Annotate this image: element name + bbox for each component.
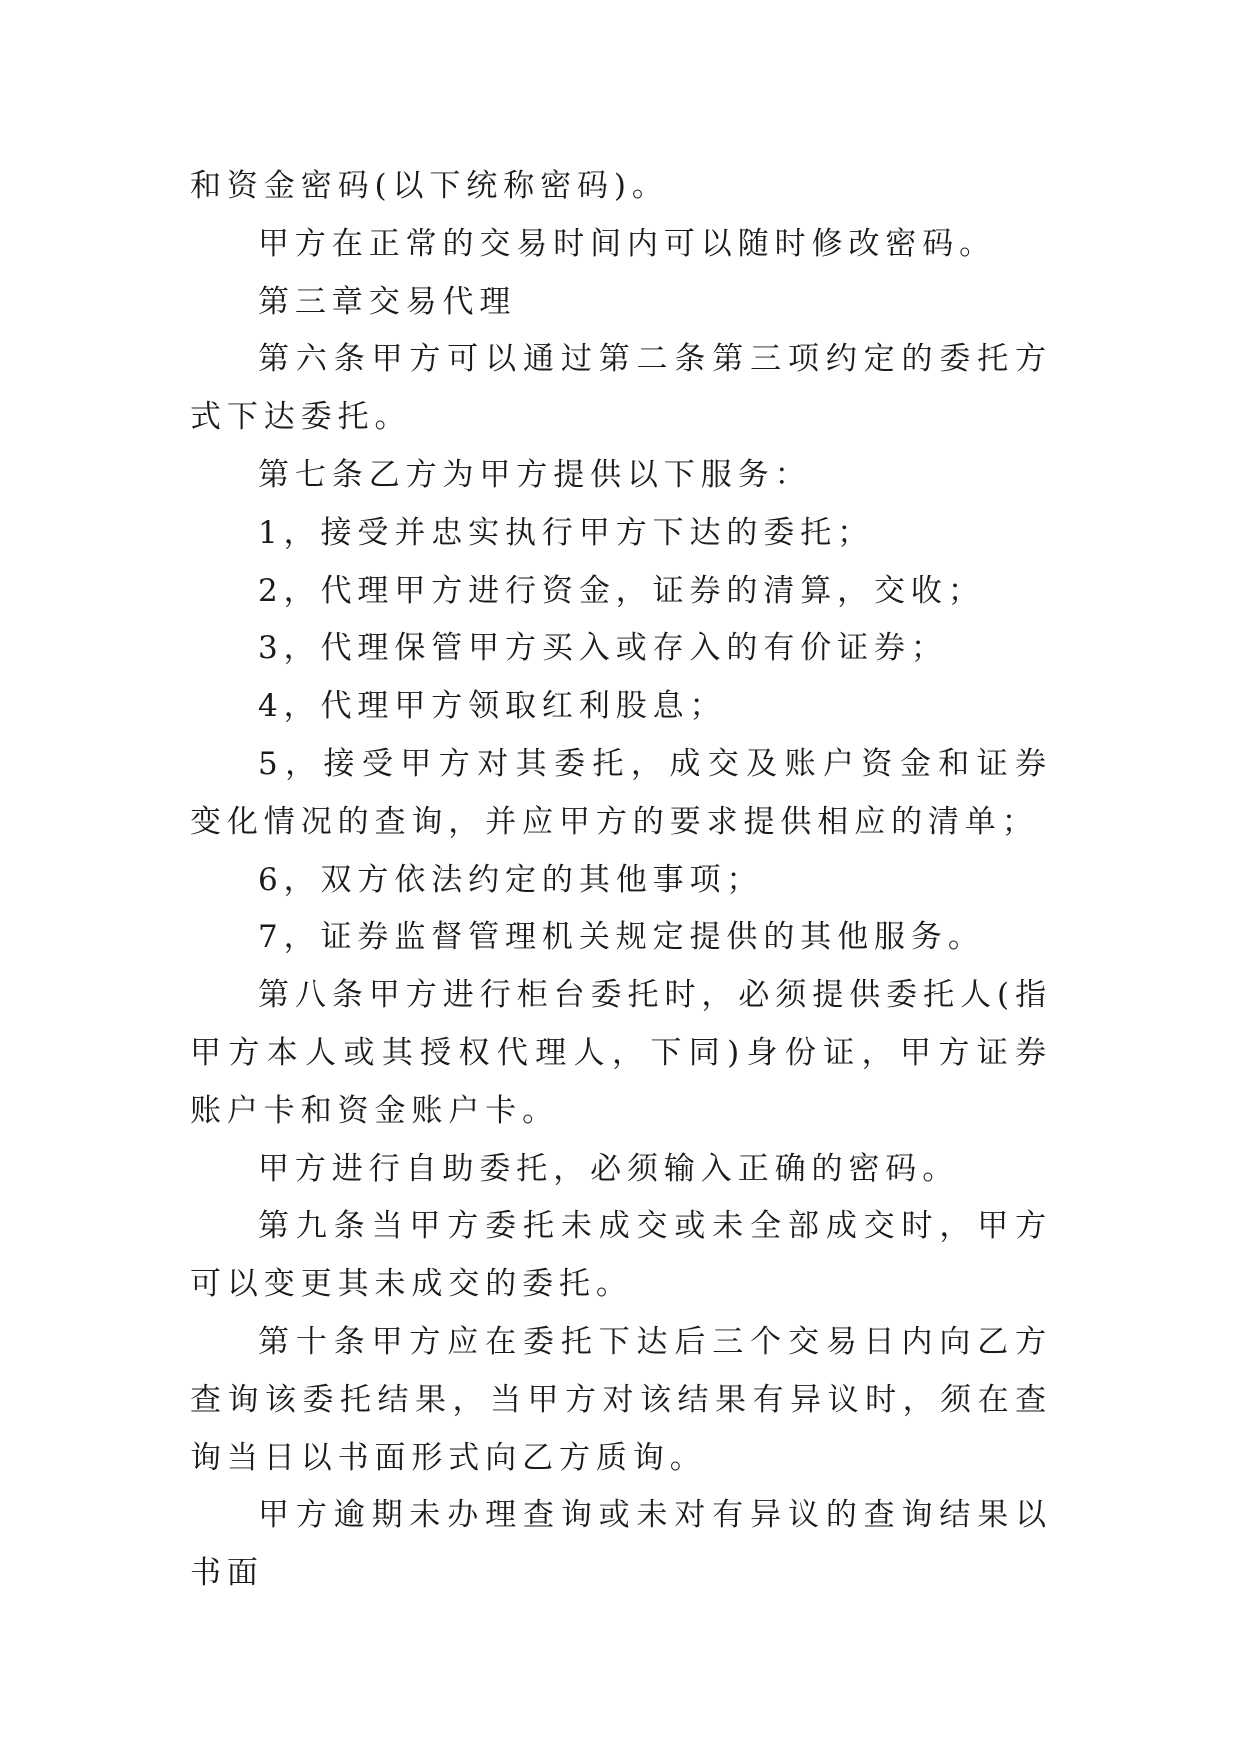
paragraph-overdue-inquiry: 甲方逾期未办理查询或未对有异议的查询结果以书面 xyxy=(190,1497,1052,1592)
paragraph-article-7: 第七条乙方为甲方提供以下服务： xyxy=(258,456,812,493)
list-item-service-6: 6，双方依法约定的其他事项； xyxy=(258,861,764,898)
list-item-service-3: 3，代理保管甲方买入或存入的有价证券； xyxy=(258,630,948,667)
list-item-service-4: 4，代理甲方领取红利股息； xyxy=(258,688,727,725)
paragraph-modify-password: 甲方在正常的交易时间内可以随时修改密码。 xyxy=(258,225,996,262)
paragraph-article-6: 第六条甲方可以通过第二条第三项约定的委托方式下达委托。 xyxy=(190,341,1052,436)
list-item-service-5: 5，接受甲方对其委托，成交及账户资金和证券变化情况的查询，并应甲方的要求提供相应的清单； xyxy=(190,745,1052,840)
list-item-service-1: 1，接受并忠实执行甲方下达的委托； xyxy=(258,514,875,551)
paragraph-article-10: 第十条甲方应在委托下达后三个交易日内向乙方查询该委托结果，当甲方对该结果有异议时，须在查询当日以书面形式向乙方质询。 xyxy=(190,1323,1052,1476)
list-item-service-7: 7，证券监督管理机关规定提供的其他服务。 xyxy=(258,919,985,956)
paragraph-password-continuation: 和资金密码(以下统称密码)。 xyxy=(190,168,669,204)
chapter-heading-trading-agency: 第三章交易代理 xyxy=(258,283,517,320)
document-body xyxy=(190,158,1052,1603)
paragraph-article-9: 第九条当甲方委托未成交或未全部成交时，甲方可以变更其未成交的委托。 xyxy=(190,1208,1052,1303)
paragraph-self-service-entrust: 甲方进行自助委托，必须输入正确的密码。 xyxy=(258,1150,960,1187)
list-item-service-2: 2，代理甲方进行资金，证券的清算，交收； xyxy=(258,572,985,609)
paragraph-article-8: 第八条甲方进行柜台委托时，必须提供委托人(指甲方本人或其授权代理人，下同)身份证，甲方证券账户卡和资金账户卡。 xyxy=(190,977,1052,1129)
